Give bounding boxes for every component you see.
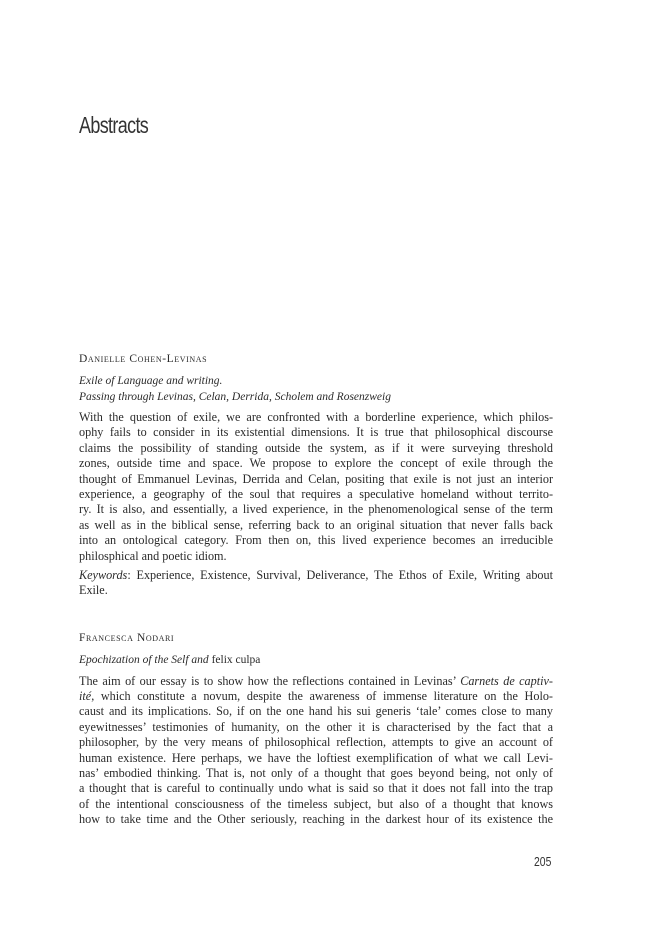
body-line: a thought that is careful to continually undo what is said so that it does not fall into the trap xyxy=(79,781,553,796)
abstract-1-author: Danielle Cohen-Levinas xyxy=(79,353,208,365)
body-line: as well as in the biblical sense, referring back to an original situation that never falls back xyxy=(79,517,553,532)
abstract-2 xyxy=(79,631,553,828)
abstract-1-title xyxy=(79,374,553,405)
abstract-1-body xyxy=(79,410,553,564)
body-line: eyewitnesses’ testimonies of humanity, on the other it is characterised by the fact that a xyxy=(79,719,553,734)
abstract-1 xyxy=(79,352,553,599)
section-title: Abstracts xyxy=(79,112,149,138)
body-line: experience, a geography of the soul that requires a speculative homeland without territo- xyxy=(79,487,553,502)
body-line: ophy fails to consider in its existential dimensions. It is true that philosophical discourse xyxy=(79,425,553,440)
abstract-2-title-line xyxy=(79,653,553,669)
keywords-text: : Experience, Existence, Survival, Deliverance, The Ethos of Exile, Writing about xyxy=(127,568,553,583)
abstract-1-keywords xyxy=(79,568,553,599)
abstract-2-author: Francesca Nodari xyxy=(79,632,175,644)
abstract-1-title-line: Exile of Language and writing. xyxy=(79,375,223,387)
body-line: zones, outside time and space. We propose to explore the concept of exile through the xyxy=(79,456,553,471)
page-number: 205 xyxy=(534,854,552,869)
body-line: ry. It is also, and essentially, a lived experience, in the phenomenological sense of the term xyxy=(79,502,553,517)
keywords-line xyxy=(79,568,553,583)
body-line: how to take time and the Other seriously, reaching in the darkest hour of its existence the xyxy=(79,812,553,827)
body-line: philosphical and poetic idiom. xyxy=(79,548,227,563)
body-line: nas’ embodied thinking. That is, not only of a thought that goes beyond being, not only of xyxy=(79,765,553,780)
body-text: The aim of our essay is to show how the reflections contained in Levinas’ xyxy=(79,673,461,688)
body-italic: ité xyxy=(79,688,92,703)
body-line: human existence. Here perhaps, we have the loftiest exemplification of what we call Levi- xyxy=(79,750,553,765)
body-line: philosopher, by the very means of philosophical reflection, attempts to give an account of xyxy=(79,735,553,750)
body-line xyxy=(79,689,553,704)
body-line: With the question of exile, we are confronted with a borderline experience, which philos- xyxy=(79,410,553,424)
body-line: caust and its implications. So, if on the one hand his sui generis ‘tale’ comes close to many xyxy=(79,704,553,719)
body-line: of the intentional consciousness of the timeless subject, but also of a thought that knows xyxy=(79,796,553,811)
keywords-line: Exile. xyxy=(79,583,108,598)
body-line: into an ontological category. From then on, this lived experience becomes an irreducible xyxy=(79,533,553,548)
body-line: claims the possibility of standing outside the system, as if it were surveying threshold xyxy=(79,440,553,455)
body-text: , which constitute a novum, despite the awareness of immense literature on the Holo- xyxy=(91,688,553,703)
keywords-label: Keywords xyxy=(79,568,128,583)
abstract-2-title-plain: felix culpa xyxy=(208,654,261,666)
body-italic: Carnets de captiv- xyxy=(460,673,553,688)
abstract-2-body xyxy=(79,674,553,828)
body-line: thought of Emmanuel Levinas, Derrida and Celan, positing that exile is not just an interior xyxy=(79,471,553,486)
abstract-2-title xyxy=(79,653,553,669)
abstract-1-title-line: Passing through Levinas, Celan, Derrida, Scholem and Rosenzweig xyxy=(79,390,391,403)
body-line xyxy=(79,674,553,689)
abstract-2-title-italic: Epochization of the Self and xyxy=(79,654,209,666)
